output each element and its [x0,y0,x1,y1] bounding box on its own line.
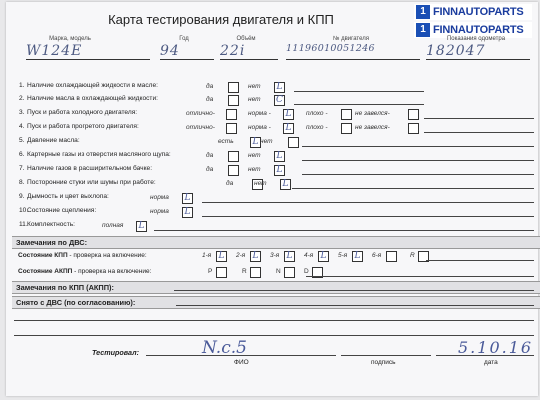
option-checkbox[interactable]: L [274,151,285,162]
logo-line-1 [414,4,532,20]
option-label: нет [260,138,273,145]
akpp-mode-checkbox[interactable] [284,267,295,278]
item-number: 11. [19,221,28,228]
item-label: Наличие охлаждающей жидкости в масле: [27,82,158,89]
model-field[interactable]: W124E [26,43,150,60]
kpp-state-label: Состояние КПП [18,252,68,259]
item-notes-line[interactable] [294,91,424,92]
option-label: норма [150,208,169,215]
item-label: Комплектность: [27,221,75,228]
kpp-notes-line[interactable] [426,260,534,261]
logo-number-badge: 1 [416,5,430,19]
gear-label: 4-я [304,252,314,259]
option-label: отлично- [186,110,215,117]
item-notes-line[interactable] [292,188,534,189]
item-number: 5. [19,137,25,144]
option-checkbox[interactable] [341,123,352,134]
date-handwriting: 5.10.16 [458,338,534,357]
item-label: Картерные газы из отверстия масляного щупа: [27,151,171,158]
item-label: Состояние сцепления: [27,207,97,214]
option-checkbox[interactable] [226,109,237,120]
removed-parts-section: Снято с ДВС (по согласованию): [12,296,540,309]
item-notes-line[interactable] [294,104,424,105]
akpp-state-row [18,268,151,275]
item-label: Наличие газов в расширительном бачке: [27,165,153,172]
gear-checkbox[interactable]: L [284,251,295,262]
option-checkbox[interactable] [341,109,352,120]
item-notes-line[interactable] [202,216,534,217]
checklist-item [19,165,152,176]
item-notes-line[interactable] [302,174,534,175]
item-number: 6. [19,151,25,158]
item-number: 8. [19,179,25,186]
item-number: 7. [19,165,25,172]
akpp-mode-label: R [242,268,247,275]
akpp-state-label-rest: - проверка на включение: [72,268,152,275]
option-checkbox[interactable] [288,137,299,148]
item-number: 4. [19,123,25,130]
option-checkbox[interactable] [228,165,239,176]
item-notes-line[interactable] [302,146,534,147]
item-number: 1. [19,82,25,89]
checklist-item [19,109,137,120]
option-label: плохо - [306,124,328,131]
header-label-volume: Объём [236,36,256,42]
option-label: норма - [248,124,271,131]
kpp-state-row [18,252,147,259]
option-label: да [206,83,214,90]
volume-field[interactable]: 22i [220,43,278,60]
gear-label: 1-я [202,252,212,259]
gear-checkbox[interactable]: L [250,251,261,262]
akpp-mode-label: D [304,268,309,275]
gear-checkbox[interactable] [386,251,397,262]
option-checkbox[interactable]: L [274,82,285,93]
removed-parts-line-3[interactable] [14,335,534,336]
gear-checkbox[interactable]: L [318,251,329,262]
checklist-item [19,207,96,218]
logo-text: FINNAUTOPARTS [433,24,524,36]
option-checkbox[interactable] [408,109,419,120]
akpp-state-label: Состояние АКПП [18,268,73,275]
option-label: да [206,166,214,173]
item-number: 9. [19,193,25,200]
checklist-item [19,82,158,93]
page-title: Карта тестирования двигателя и КПП [108,12,334,27]
item-number: 3. [19,109,25,116]
option-label: норма - [248,110,271,117]
option-label: есть [218,138,234,145]
logo-number-badge: 1 [416,23,430,37]
signature-label: подпись [371,359,396,366]
item-label: Давление масла: [27,137,80,144]
option-label: нет [248,152,261,159]
option-checkbox[interactable]: L [274,165,285,176]
kpp-remarks-section: Замечания по КПП (АКПП): [12,281,540,294]
header-label-model: Марка, модель [49,36,91,42]
option-label: отлично- [186,124,215,131]
option-label: полная [102,222,124,229]
kpp-state-label-rest: - проверка на включение: [67,252,147,259]
gear-label: 6-я [372,252,382,259]
gear-checkbox[interactable]: L [216,251,227,262]
option-checkbox[interactable] [228,151,239,162]
header-label-odometer: Показания одометра [446,36,506,42]
akpp-notes-line[interactable] [306,276,534,277]
option-checkbox[interactable]: L [283,109,294,120]
option-checkbox[interactable]: L [136,221,147,232]
tested-by-label: Тестировал: [92,348,139,357]
checklist-item [19,179,156,190]
checklist-item [19,151,171,162]
item-notes-line[interactable] [424,118,534,119]
option-label: не завелся- [355,110,390,117]
kpp-remarks-line[interactable] [174,290,534,291]
option-label: да [206,96,214,103]
item-label: Пуск и работа прогретого двигателя: [27,123,139,130]
item-number: 2. [19,95,25,102]
header-label-year: Год [179,36,189,42]
test-card-sheet [6,2,538,396]
option-label: нет [248,96,261,103]
gear-label: 2-я [236,252,246,259]
checklist-item [19,221,75,232]
item-notes-line[interactable] [154,230,534,231]
odometer-field[interactable]: 182047 [426,43,530,60]
option-checkbox[interactable] [228,95,239,106]
item-label: Посторонние стуки или шумы при работе: [27,179,156,186]
option-label: нет [254,180,267,187]
item-number: 10. [19,207,29,214]
date-label: дата [484,359,498,366]
option-checkbox[interactable]: L [250,137,261,148]
item-notes-line[interactable] [424,132,534,133]
header-label-engine-number: № двигателя [333,36,369,42]
gear-label: 3-я [270,252,280,259]
gear-label: 5-я [338,252,348,259]
akpp-mode-checkbox[interactable] [216,267,227,278]
option-label: плохо - [306,110,328,117]
option-checkbox[interactable]: C [274,95,285,106]
checklist-item [19,137,80,148]
option-checkbox[interactable] [408,123,419,134]
signature-line[interactable] [341,355,431,356]
option-label: да [226,180,234,187]
option-checkbox[interactable] [226,123,237,134]
checklist-item [19,123,139,134]
option-checkbox[interactable]: L [182,207,193,218]
option-label: нет [248,83,261,90]
item-label: Пуск и работа холодного двигателя: [27,109,138,116]
fio-label: ФИО [234,359,249,366]
option-checkbox[interactable] [228,82,239,93]
dvs-remarks-section: Замечания по ДВС: [12,236,540,249]
option-label: да [206,152,214,159]
engine-number-field[interactable]: 11196010051246 [286,43,420,60]
option-checkbox[interactable]: L [283,123,294,134]
akpp-mode-label: N [276,268,281,275]
item-notes-line[interactable] [202,202,534,203]
option-label: нет [248,166,261,173]
removed-parts-line-2[interactable] [14,320,534,321]
removed-parts-line-1[interactable] [176,305,534,306]
item-label: Наличие масла в охлаждающей жидкости: [27,95,158,102]
gear-label: R [410,252,415,259]
logo-text: FINNAUTOPARTS [433,6,524,18]
finnautoparts-logo [414,2,532,40]
option-label: не завелся- [355,124,390,131]
option-checkbox[interactable]: L [182,193,193,204]
akpp-mode-label: P [208,268,213,275]
checklist-item [19,95,158,106]
option-label: норма [150,194,169,201]
year-field[interactable]: 94 [160,43,214,60]
gear-checkbox[interactable]: L [352,251,363,262]
akpp-mode-checkbox[interactable] [250,267,261,278]
item-label: Дымность и цвет выхлопа: [27,193,109,200]
fio-handwriting: N.c.5 [202,338,247,358]
checklist-item [19,193,109,204]
item-notes-line[interactable] [302,160,534,161]
option-checkbox[interactable]: L [280,179,291,190]
